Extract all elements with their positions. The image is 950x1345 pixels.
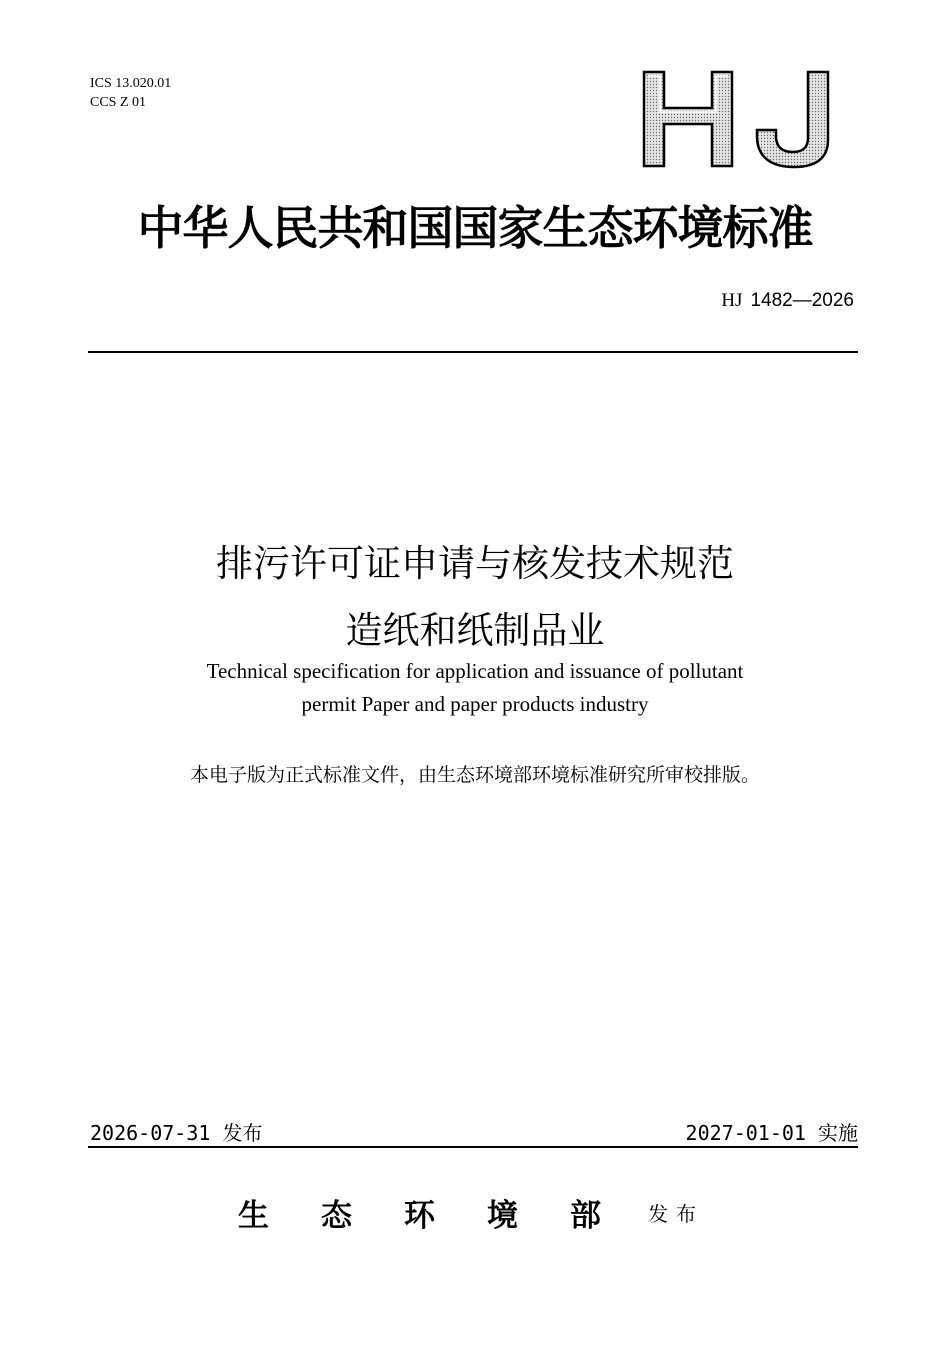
title-en-line2: permit Paper and paper products industry bbox=[301, 692, 649, 716]
issue-date: 2026-07-31 发布 bbox=[90, 1121, 263, 1145]
ccs-code: CCS Z 01 bbox=[90, 95, 147, 110]
standard-code: 1482—2026 bbox=[750, 290, 854, 311]
electronic-version-notice: 本电子版为正式标准文件，由生态环境部环境标准研究所审校排版。 bbox=[189, 764, 760, 786]
ics-code: ICS 13.020.01 bbox=[90, 76, 172, 91]
org-title: 中华人民共和国国家生态环境标准 bbox=[137, 201, 813, 255]
title-en-line1: Technical specification for application and issuance of pollutant bbox=[206, 659, 744, 683]
title-cn-line1: 排污许可证申请与核发技术规范 bbox=[216, 542, 734, 585]
publisher-name: 生态环境部 bbox=[238, 1198, 653, 1234]
standard-prefix: HJ bbox=[721, 290, 743, 311]
publisher-suffix: 发布 bbox=[648, 1202, 704, 1226]
title-cn-line2: 造纸和纸制品业 bbox=[345, 609, 605, 652]
classification-codes bbox=[90, 74, 171, 112]
implementation-date: 2027-01-01 实施 bbox=[685, 1121, 858, 1145]
top-divider bbox=[88, 351, 858, 353]
standard-number bbox=[721, 290, 854, 312]
title-en bbox=[0, 655, 950, 721]
hj-logo bbox=[640, 68, 835, 170]
bottom-divider bbox=[88, 1146, 858, 1148]
